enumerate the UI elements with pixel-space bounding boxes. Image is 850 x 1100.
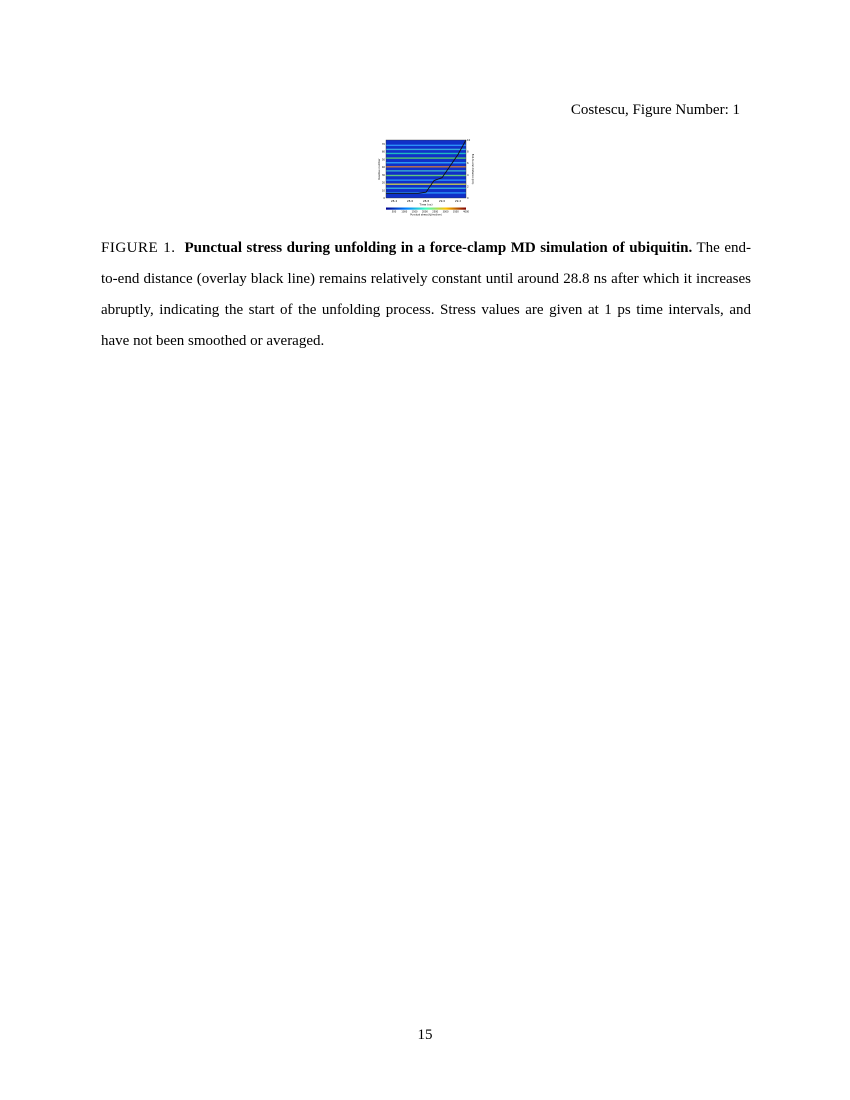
x-tick-label: 29.2	[454, 199, 462, 203]
heatmap-band	[386, 166, 466, 167]
y2-tick-label: 8	[467, 150, 469, 154]
figure-heatmap	[366, 137, 476, 217]
colorbar-tick-label: 2000	[421, 210, 428, 214]
y-tick-label: 0	[383, 197, 385, 200]
colorbar-tick-label: 3000	[442, 210, 449, 214]
heatmap-band	[386, 175, 466, 176]
heatmap-band	[386, 149, 466, 150]
heatmap-band	[386, 162, 466, 163]
y-tick-label: 70	[381, 142, 385, 146]
x-tick-label: 28.8	[422, 199, 430, 203]
colorbar-tick-label: 4000	[463, 210, 470, 214]
caption-body: The end-to-end distance (overlay black line) remains relatively constant until around 28.8 ns after which it increases abruptly, indicating the start of the unfolding process. Stress values are given at 1 ps time intervals, and have not been smoothed or averaged.	[101, 240, 752, 349]
y-tick-label: 10	[381, 189, 385, 193]
y2-tick-label: 10	[467, 139, 471, 142]
heatmap-band	[386, 179, 466, 180]
figure-caption	[101, 233, 751, 357]
heatmap-band	[386, 157, 466, 158]
colorbar-label: Punctual stress (kJ/mol/nm)	[410, 213, 442, 217]
y-tick-label: 50	[381, 158, 385, 162]
y2-tick-label: 2	[467, 185, 469, 189]
y2-tick-label: 4	[467, 173, 469, 177]
heatmap-background	[386, 140, 466, 198]
colorbar-tick-label: 1500	[411, 210, 418, 214]
heatmap-band	[386, 188, 466, 189]
y-tick-label: 40	[381, 166, 385, 170]
y-axis-label: Residue number	[378, 158, 381, 180]
x-axis-label: Time (ns)	[419, 202, 433, 207]
y-tick-label: 60	[381, 150, 385, 154]
caption-title: Punctual stress during unfolding in a force-clamp MD simulation of ubiquitin.	[184, 240, 693, 256]
colorbar-tick-label: 500	[391, 210, 397, 214]
heatmap-band	[386, 170, 466, 171]
page-number: 15	[417, 1027, 433, 1043]
y-tick-label: 30	[381, 173, 385, 177]
heatmap-band	[386, 153, 466, 154]
x-tick-label: 28.4	[390, 199, 398, 203]
x-tick-label: 28.6	[406, 199, 414, 203]
caption-label: FIGURE 1.	[101, 240, 176, 256]
colorbar-tick-label: 3500	[452, 210, 459, 214]
running-header: Costescu, Figure Number: 1	[570, 102, 740, 118]
x-tick-label: 29.0	[438, 199, 446, 203]
colorbar-tick-label: 2500	[432, 210, 439, 214]
heatmap-band	[386, 145, 466, 146]
y-tick-label: 20	[381, 181, 385, 185]
y2-tick-label: 6	[467, 162, 469, 166]
colorbar-tick-label: 1000	[401, 210, 408, 214]
y2-tick-label: 0	[467, 197, 469, 200]
colorbar	[386, 208, 466, 210]
y2-axis-label: End-to-end distance (nm)	[471, 153, 474, 185]
heatmap-band	[386, 184, 466, 185]
